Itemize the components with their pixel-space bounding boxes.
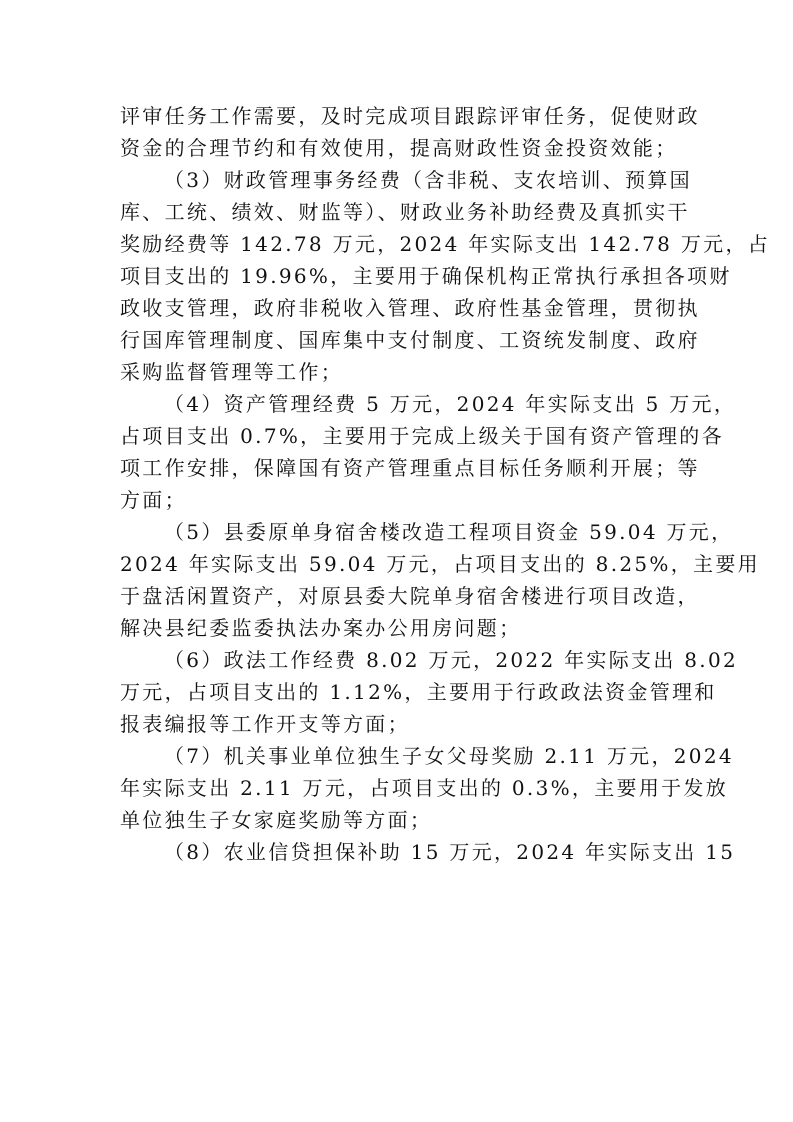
text-line: 采购监督管理等工作； <box>120 360 343 384</box>
text-line: 于盘活闲置资产，对原县委大院单身宿舍楼进行项目改造， <box>120 584 700 608</box>
text-line: 项工作安排，保障国有资产管理重点目标任务顺利开展；等 <box>120 456 700 480</box>
text-line: 占项目支出 0.7%，主要用于完成上级关于国有资产管理的各 <box>120 424 724 448</box>
text-line: 资金的合理节约和有效使用，提高财政性资金投资效能； <box>120 136 678 160</box>
text-line: 解决县纪委监委执法办案办公用房问题； <box>120 616 522 640</box>
paragraph-4-start: （4）资产管理经费 5 万元，2024 年实际支出 5 万元， <box>164 392 737 416</box>
text-line: 2024 年实际支出 59.04 万元，占项目支出的 8.25%，主要用 <box>120 552 760 576</box>
body-text <box>120 100 771 868</box>
paragraph-8-start: （8）农业信贷担保补助 15 万元，2024 年实际支出 15 <box>164 840 736 864</box>
text-line: 方面； <box>120 488 187 512</box>
text-line: 库、工统、绩效、财监等）、财政业务补助经费及真抓实干 <box>120 200 690 224</box>
paragraph-5-start: （5）县委原单身宿舍楼改造工程项目资金 59.04 万元， <box>164 520 734 544</box>
paragraph-7-start: （7）机关事业单位独生子女父母奖励 2.11 万元，2024 <box>164 744 734 768</box>
paragraph-6-start: （6）政法工作经费 8.02 万元，2022 年实际支出 8.02 <box>164 648 739 672</box>
text-line: 年实际支出 2.11 万元，占项目支出的 0.3%，主要用于发放 <box>120 776 729 800</box>
text-line: 评审任务工作需要，及时完成项目跟踪评审任务，促使财政 <box>120 104 700 128</box>
text-line: 奖励经费等 142.78 万元，2024 年实际支出 142.78 万元，占 <box>120 232 771 256</box>
text-line: 项目支出的 19.96%，主要用于确保机构正常执行承担各项财 <box>120 264 732 288</box>
text-line: 报表编报等工作开支等方面； <box>120 712 410 736</box>
text-line: 行国库管理制度、国库集中支付制度、工资统发制度、政府 <box>120 328 700 352</box>
text-line: 政收支管理，政府非税收入管理、政府性基金管理，贯彻执 <box>120 296 700 320</box>
text-line: 万元，占项目支出的 1.12%，主要用于行政政法资金管理和 <box>120 680 717 704</box>
paragraph-3-start: （3）财政管理事务经费（含非税、支农培训、预算国 <box>164 168 692 192</box>
text-line: 单位独生子女家庭奖励等方面； <box>120 808 433 832</box>
